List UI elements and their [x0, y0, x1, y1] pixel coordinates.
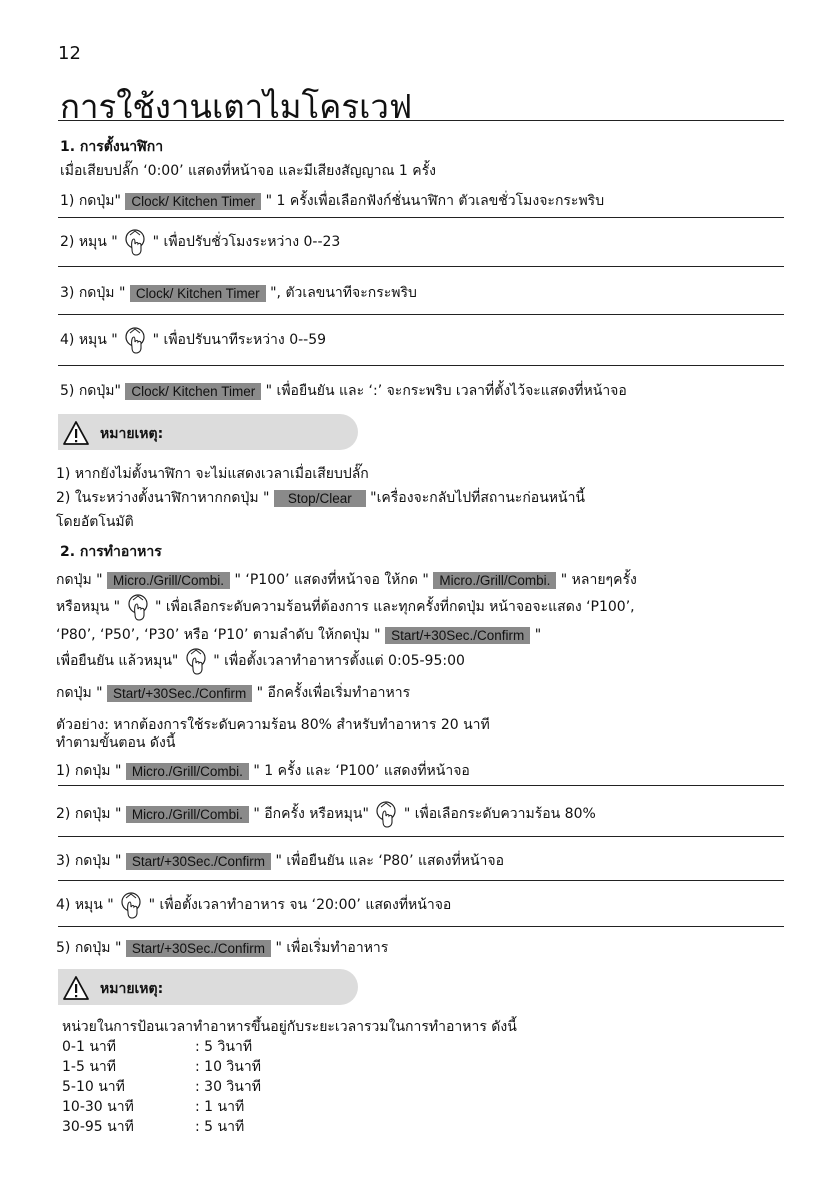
note-label: หมายเหตุ: — [100, 426, 164, 442]
start-confirm-button: Start/+30Sec./Confirm — [107, 685, 252, 702]
s2-step-4-post: " เพื่อตั้งเวลาทำอาหาร จน ‘20:00’ แสดงที่หน้าจอ — [148, 897, 452, 913]
title-divider — [58, 120, 784, 121]
s2-p5-post: " อีกครั้งเพื่อเริ่มทำอาหาร — [256, 685, 411, 701]
s2-step-1-post: " 1 ครั้ง และ ‘P100’ แสดงที่หน้าจอ — [253, 763, 470, 779]
page-title: การใช้งานเตาไมโครเวฟ — [60, 87, 413, 126]
s2-step-2-mid: " อีกครั้ง หรือหมุน" — [253, 806, 369, 822]
note1-line2-pre: 2) ในระหว่างตั้งนาฬิกาหากกดปุ่ม " — [56, 490, 270, 506]
note-banner — [58, 414, 358, 450]
s1-step-2 — [60, 228, 340, 256]
s1-step-1-pre: 1) กดปุ่ม" — [60, 193, 121, 209]
dial-knob-icon — [125, 593, 151, 621]
start-confirm-button: Start/+30Sec./Confirm — [385, 627, 530, 644]
s2-step-3 — [56, 850, 504, 872]
note1-line2-post: "เครื่องจะกลับไปที่สถานะก่อนหน้านี้ — [370, 490, 586, 506]
dial-knob-icon — [183, 647, 209, 675]
s1-step-5 — [60, 380, 627, 402]
note2-intro: หน่วยในการป้อนเวลาทำอาหารขึ้นอยู่กับระยะเวลารวมในการทำอาหาร ดังนี้ — [62, 1019, 517, 1035]
s2-step-1-pre: 1) กดปุ่ม " — [56, 763, 122, 779]
s2-para-line1 — [56, 569, 637, 591]
s2-step-2 — [56, 800, 596, 828]
s1-step-1 — [60, 190, 604, 212]
s2-p4-post: " เพื่อตั้งเวลาทำอาหารตั้งแต่ 0:05-95:00 — [213, 653, 465, 669]
time-range: 10-30 นาที — [62, 1099, 134, 1115]
s2-p1-post: " หลายๆครั้ง — [560, 572, 637, 588]
micro-grill-combi-button: Micro./Grill/Combi. — [126, 763, 249, 780]
s2-step-3-pre: 3) กดปุ่ม " — [56, 853, 122, 869]
s2-step-4-pre: 4) หมุน " — [56, 897, 114, 913]
s2-p3-pre: ‘P80’, ‘P50’, ‘P30’ หรือ ‘P10’ ตามลำดับ ให้กดปุ่ม " — [56, 627, 381, 643]
s2-p5-pre: กดปุ่ม " — [56, 685, 103, 701]
s2-example-line2: ทำตามขั้นตอน ดังนี้ — [56, 735, 176, 751]
s1-step-2-post: " เพื่อปรับชั่วโมงระหว่าง 0--23 — [152, 234, 341, 250]
note1-line1: 1) หากยังไม่ตั้งนาฬิกา จะไม่แสดงเวลาเมื่อเสียบปลั๊ก — [56, 466, 369, 482]
s2-step-3-post: " เพื่อยืนยัน และ ‘P80’ แสดงที่หน้าจอ — [275, 853, 504, 869]
s2-step-5-post: " เพื่อเริ่มทำอาหาร — [275, 940, 389, 956]
step-divider — [58, 926, 784, 927]
clock-kitchen-timer-button: Clock/ Kitchen Timer — [125, 193, 261, 210]
time-range: 1-5 นาที — [62, 1059, 116, 1075]
s2-step-5-pre: 5) กดปุ่ม " — [56, 940, 122, 956]
s1-step-3-pre: 3) กดปุ่ม " — [60, 285, 126, 301]
step-divider — [58, 880, 784, 881]
dial-knob-icon — [118, 891, 144, 919]
s2-para-line4 — [56, 647, 465, 675]
s2-para-line3 — [56, 624, 541, 646]
dial-knob-icon — [373, 800, 399, 828]
s1-step-3-post: ", ตัวเลขนาทีจะกระพริบ — [270, 285, 417, 301]
time-unit: : 30 วินาที — [195, 1079, 261, 1095]
step-divider — [58, 785, 784, 786]
s1-step-1-post: " 1 ครั้งเพื่อเลือกฟังก์ชั่นนาฬิกา ตัวเลขชั่วโมงจะกระพริบ — [265, 193, 605, 209]
micro-grill-combi-button: Micro./Grill/Combi. — [126, 806, 249, 823]
s1-step-4-post: " เพื่อปรับนาทีระหว่าง 0--59 — [152, 332, 327, 348]
time-unit: : 5 นาที — [195, 1119, 245, 1135]
s1-step-4-pre: 4) หมุน " — [60, 332, 118, 348]
note-label: หมายเหตุ: — [100, 981, 164, 997]
step-divider — [58, 217, 784, 218]
time-unit: : 10 วินาที — [195, 1059, 261, 1075]
note-banner — [58, 969, 358, 1005]
step-divider — [58, 266, 784, 267]
start-confirm-button: Start/+30Sec./Confirm — [126, 853, 271, 870]
s1-step-2-pre: 2) หมุน " — [60, 234, 118, 250]
time-unit: : 1 นาที — [195, 1099, 245, 1115]
clock-kitchen-timer-button: Clock/ Kitchen Timer — [130, 285, 266, 302]
page-number: 12 — [58, 43, 81, 64]
section1-heading: 1. การตั้งนาฬิกา — [60, 139, 164, 155]
s1-step-5-post: " เพื่อยืนยัน และ ‘:’ จะกระพริบ เวลาที่ตั้งไว้จะแสดงที่หน้าจอ — [265, 383, 627, 399]
s1-step-5-pre: 5) กดปุ่ม" — [60, 383, 121, 399]
s2-step-5 — [56, 937, 388, 959]
s2-para-line5 — [56, 682, 410, 704]
s2-step-1 — [56, 760, 470, 782]
s2-example-line1: ตัวอย่าง: หากต้องการใช้ระดับความร้อน 80% สำหรับทำอาหาร 20 นาที — [56, 717, 490, 733]
s2-step-2-post: " เพื่อเลือกระดับความร้อน 80% — [403, 806, 596, 822]
time-range: 0-1 นาที — [62, 1039, 116, 1055]
section1-intro: เมื่อเสียบปลั๊ก ‘0:00’ แสดงที่หน้าจอ และมีเสียงสัญญาณ 1 ครั้ง — [60, 163, 436, 179]
s2-step-4 — [56, 891, 451, 919]
s2-p4-pre: เพื่อยืนยัน แล้วหมุน" — [56, 653, 179, 669]
time-unit: : 5 วินาที — [195, 1039, 253, 1055]
stop-clear-button: Stop/Clear — [274, 490, 366, 507]
micro-grill-combi-button: Micro./Grill/Combi. — [433, 572, 556, 589]
warning-icon — [62, 975, 90, 1001]
step-divider — [58, 836, 784, 837]
s2-p1-mid: " ‘P100’ แสดงที่หน้าจอ ให้กด " — [234, 572, 429, 588]
step-divider — [58, 314, 784, 315]
s2-para-line2 — [56, 593, 635, 621]
dial-knob-icon — [122, 326, 148, 354]
start-confirm-button: Start/+30Sec./Confirm — [126, 940, 271, 957]
dial-knob-icon — [122, 228, 148, 256]
clock-kitchen-timer-button: Clock/ Kitchen Timer — [125, 383, 261, 400]
s2-step-2-pre: 2) กดปุ่ม " — [56, 806, 122, 822]
note1-line3: โดยอัตโนมัติ — [56, 514, 134, 530]
time-range: 30-95 นาที — [62, 1119, 134, 1135]
section2-heading: 2. การทำอาหาร — [60, 544, 162, 560]
time-range: 5-10 นาที — [62, 1079, 125, 1095]
s2-p2-post: " เพื่อเลือกระดับความร้อนที่ต้องการ และทุกครั้งที่กดปุ่ม หน้าจอจะแสดง ‘P100’, — [154, 599, 635, 615]
s2-p3-post: " — [534, 627, 542, 643]
micro-grill-combi-button: Micro./Grill/Combi. — [107, 572, 230, 589]
s2-p2-pre: หรือหมุน " — [56, 599, 121, 615]
warning-icon — [62, 420, 90, 446]
s1-step-3 — [60, 282, 417, 304]
step-divider — [58, 365, 784, 366]
s1-step-4 — [60, 326, 326, 354]
s2-p1-pre: กดปุ่ม " — [56, 572, 103, 588]
note1-line2 — [56, 487, 585, 509]
